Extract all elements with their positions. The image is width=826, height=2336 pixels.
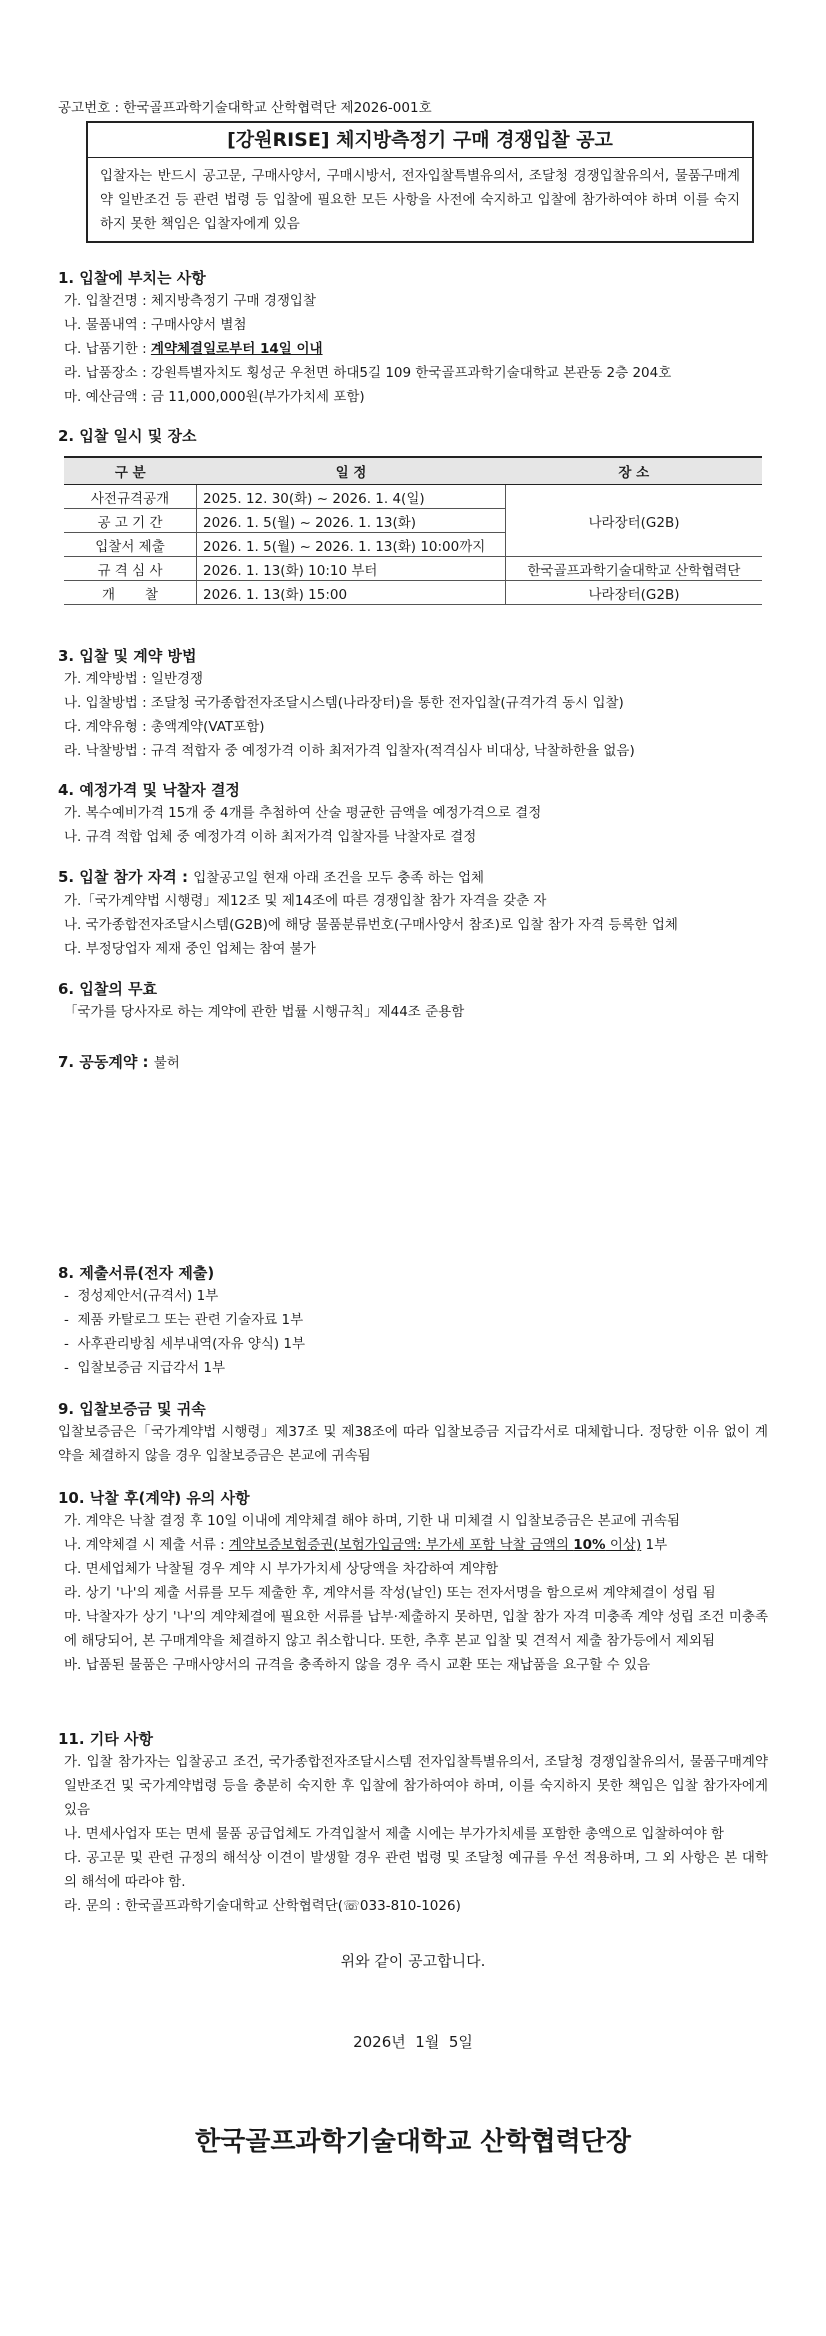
list-item: - 사후관리방침 세부내역(자유 양식) 1부	[64, 1336, 306, 1352]
s11-item-d: 라. 문의 : 한국골프과학기술대학교 산학협력단(☏033-810-1026)	[64, 1898, 461, 1914]
schedule-header-item: 구 분	[64, 457, 197, 485]
schedule-date: 2026. 1. 5(월) ~ 2026. 1. 13(화) 10:00까지	[197, 533, 506, 557]
section-8	[58, 1262, 768, 1380]
schedule-date: 2025. 12. 30(화) ~ 2026. 1. 4(일)	[197, 485, 506, 509]
s11-item-c: 다. 공고문 및 관련 규정의 해석상 이견이 발생할 경우 관련 법령 및 조달청 예규를 우선 적용하며, 그 외 사항은 본 대학의 해석에 따라야 함.	[64, 1850, 768, 1890]
schedule-place: 한국골프과학기술대학교 산학협력단	[506, 557, 763, 581]
section-7-title: 7. 공동계약 :	[58, 1053, 154, 1071]
s1-item-e: 마. 예산금액 : 금 11,000,000원(부가가치세 포함)	[64, 389, 365, 405]
table-row	[64, 485, 762, 509]
s1-item-b: 나. 물품내역 : 구매사양서 별첨	[64, 317, 247, 333]
section-1-heading: 1. 입찰에 부치는 사항	[58, 269, 206, 287]
schedule-item: 규 격 심 사	[64, 557, 197, 581]
section-4	[58, 779, 768, 849]
contract-bond-rate: 10%	[573, 1537, 606, 1553]
section-8-heading: 8. 제출서류(전자 제출)	[58, 1264, 215, 1282]
notice-title: [강원RISE] 체지방측정기 구매 경쟁입찰 공고	[88, 123, 752, 158]
s9-text: 입찰보증금은「국가계약법 시행령」제37조 및 제38조에 따라 입찰보증금 지급각서로 대체합니다. 정당한 이유 없이 계약을 체결하지 않을 경우 입찰보증금은 본교에 귀속됨	[58, 1424, 768, 1464]
section-1	[58, 267, 768, 409]
section-11-heading: 11. 기타 사항	[58, 1730, 153, 1748]
section-5-condition: 입찰공고일 현재 아래 조건을 모두 충족 하는 업체	[193, 870, 485, 886]
s10-item-b	[58, 1533, 768, 1557]
s10-item-b-count: 1부	[641, 1537, 668, 1553]
s10-item-f: 바. 납품된 물품은 구매사양서의 규격을 충족하지 않을 경우 즉시 교환 또는 재납품을 요구할 수 있음	[64, 1657, 651, 1673]
s5-item-b: 나. 국가종합전자조달시스템(G2B)에 해당 물품분류번호(구매사양서 참조)로 입찰 참가 자격 등록한 업체	[64, 917, 678, 933]
s1-item-c	[58, 337, 768, 361]
schedule-item: 공 고 기 간	[64, 509, 197, 533]
s3-item-d: 라. 낙찰방법 : 규격 적합자 중 예정가격 이하 최저가격 입찰자(적격심사 비대상, 낙찰하한율 없음)	[64, 743, 635, 759]
section-3	[58, 645, 768, 763]
section-5-heading	[58, 866, 768, 889]
list-item: - 입찰보증금 지급각서 1부	[64, 1360, 226, 1376]
s3-item-b: 나. 입찰방법 : 조달청 국가종합전자조달시스템(나라장터)을 통한 전자입찰(규격가격 동시 입찰)	[64, 695, 624, 711]
s5-item-c: 다. 부정당업자 제재 중인 업체는 참여 불가	[64, 941, 316, 957]
section-3-heading: 3. 입찰 및 계약 방법	[58, 647, 197, 665]
section-7	[58, 1051, 768, 1074]
notice-date: 2026년 1월 5일	[353, 2033, 473, 2051]
s5-item-a: 가.「국가계약법 시행령」제12조 및 제14조에 따른 경쟁입찰 참가 자격을 갖춘 자	[64, 893, 547, 909]
section-4-heading: 4. 예정가격 및 낙찰자 결정	[58, 781, 240, 799]
s10-item-e: 마. 낙찰자가 상기 '나'의 계약체결에 필요한 서류를 납부·제출하지 못하면, 입찰 참가 자격 미충족 계약 성립 조건 미충족에 해당되어, 본 구매계약을 체결하지 않고 취소합니다. 또한, 추후 본교 입찰 및 견적서 제출 참가등에서 제외됨	[64, 1609, 768, 1649]
schedule-header-place: 장 소	[506, 457, 763, 485]
schedule-header-row	[64, 457, 762, 485]
schedule-place: 나라장터(G2B)	[506, 581, 763, 605]
intro-text: 입찰자는 반드시 공고문, 구매사양서, 구매시방서, 전자입찰특별유의서, 조달청 경쟁입찰유의서, 물품구매계약 일반조건 등 관련 법령 등 입찰에 필요한 모든 사항을 사전에 숙지하고 입찰에 참가하여야 하며 이를 숙지하지 못한 책임은 입찰자에게 있음	[100, 168, 740, 232]
section-7-heading	[58, 1051, 768, 1074]
s1-item-c-label: 다. 납품기한 :	[64, 341, 151, 357]
s6-item-a: 「국가를 당사자로 하는 계약에 관한 법률 시행규칙」제44조 준용함	[64, 1004, 465, 1020]
s11-item-b: 나. 면세사업자 또는 면세 물품 공급업체도 가격입찰서 제출 시에는 부가가치세를 포함한 총액으로 입찰하여야 함	[64, 1826, 724, 1842]
notice-number: 공고번호 : 한국골프과학기술대학교 산학협력단 제2026-001호	[58, 100, 432, 116]
schedule-table	[64, 456, 762, 605]
schedule-date: 2026. 1. 13(화) 10:10 부터	[197, 557, 506, 581]
s3-item-a: 가. 계약방법 : 일반경쟁	[64, 671, 204, 687]
section-11	[58, 1728, 768, 1918]
s4-item-a: 가. 복수예비가격 15개 중 4개를 추첨하여 산술 평균한 금액을 예정가격으로 결정	[64, 805, 542, 821]
schedule-header-date: 일 정	[197, 457, 506, 485]
section-10	[58, 1487, 768, 1677]
section-5	[58, 866, 768, 961]
section-9-heading: 9. 입찰보증금 및 귀속	[58, 1400, 206, 1418]
list-item: - 정성제안서(규격서) 1부	[64, 1288, 219, 1304]
s3-item-c: 다. 계약유형 : 총액계약(VAT포함)	[64, 719, 265, 735]
closing-statement: 위와 같이 공고합니다.	[340, 1952, 486, 1970]
s10-item-b-label: 나. 계약체결 시 제출 서류 :	[64, 1537, 229, 1553]
schedule-place: 나라장터(G2B)	[506, 485, 763, 557]
s1-item-a: 가. 입찰건명 : 체지방측정기 구매 경쟁입찰	[64, 293, 316, 309]
schedule-date: 2026. 1. 13(화) 15:00	[197, 581, 506, 605]
section-6	[58, 978, 768, 1024]
section-5-title: 5. 입찰 참가 자격 :	[58, 868, 194, 886]
schedule-item: 사전규격공개	[64, 485, 197, 509]
s11-item-a: 가. 입찰 참가자는 입찰공고 조건, 국가종합전자조달시스템 전자입찰특별유의서, 조달청 경쟁입찰유의서, 물품구매계약 일반조건 및 국가계약법령 등을 충분히 숙지한 후 입찰에 참가하여야 하며, 이를 숙지하지 못한 책임은 입찰 참가자에게 있음	[64, 1754, 768, 1818]
section-6-heading: 6. 입찰의 무효	[58, 980, 158, 998]
section-10-heading: 10. 낙찰 후(계약) 유의 사항	[58, 1489, 250, 1507]
schedule-item: 입찰서 제출	[64, 533, 197, 557]
section-2-heading: 2. 입찰 일시 및 장소	[58, 427, 197, 445]
title-box	[86, 121, 754, 243]
table-row	[64, 557, 762, 581]
joint-contract-value: 불허	[153, 1055, 180, 1071]
list-item: - 제품 카탈로그 또는 관련 기술자료 1부	[64, 1312, 304, 1328]
section-9	[58, 1398, 768, 1468]
table-row	[64, 581, 762, 605]
schedule-item: 개 찰	[64, 581, 197, 605]
signer-name: 한국골프과학기술대학교 산학협력단장	[194, 2127, 632, 2157]
s4-item-b: 나. 규격 적합 업체 중 예정가격 이하 최저가격 입찰자를 낙찰자로 결정	[64, 829, 477, 845]
schedule-date: 2026. 1. 5(월) ~ 2026. 1. 13(화)	[197, 509, 506, 533]
s10-item-a: 가. 계약은 낙찰 결정 후 10일 이내에 계약체결 해야 하며, 기한 내 미체결 시 입찰보증금은 본교에 귀속됨	[64, 1513, 681, 1529]
s1-item-d: 라. 납품장소 : 강원특별자치도 횡성군 우천면 하대5길 109 한국골프과학기술대학교 본관동 2층 204호	[64, 365, 672, 381]
s10-item-d: 라. 상기 '나'의 제출 서류를 모두 제출한 후, 계약서를 작성(날인) 또는 전자서명을 함으로써 계약체결이 성립 됨	[64, 1585, 716, 1601]
section-2	[58, 425, 768, 605]
contract-bond-text-end: 이상)	[605, 1537, 642, 1553]
s10-item-c: 다. 면세업체가 낙찰될 경우 계약 시 부가가치세 상당액을 차감하여 계약함	[64, 1561, 499, 1577]
contract-bond-text: 계약보증보험증권(보험가입금액: 부가세 포함 낙찰 금액의	[229, 1537, 574, 1553]
delivery-deadline: 계약체결일로부터 14일 이내	[150, 341, 323, 357]
